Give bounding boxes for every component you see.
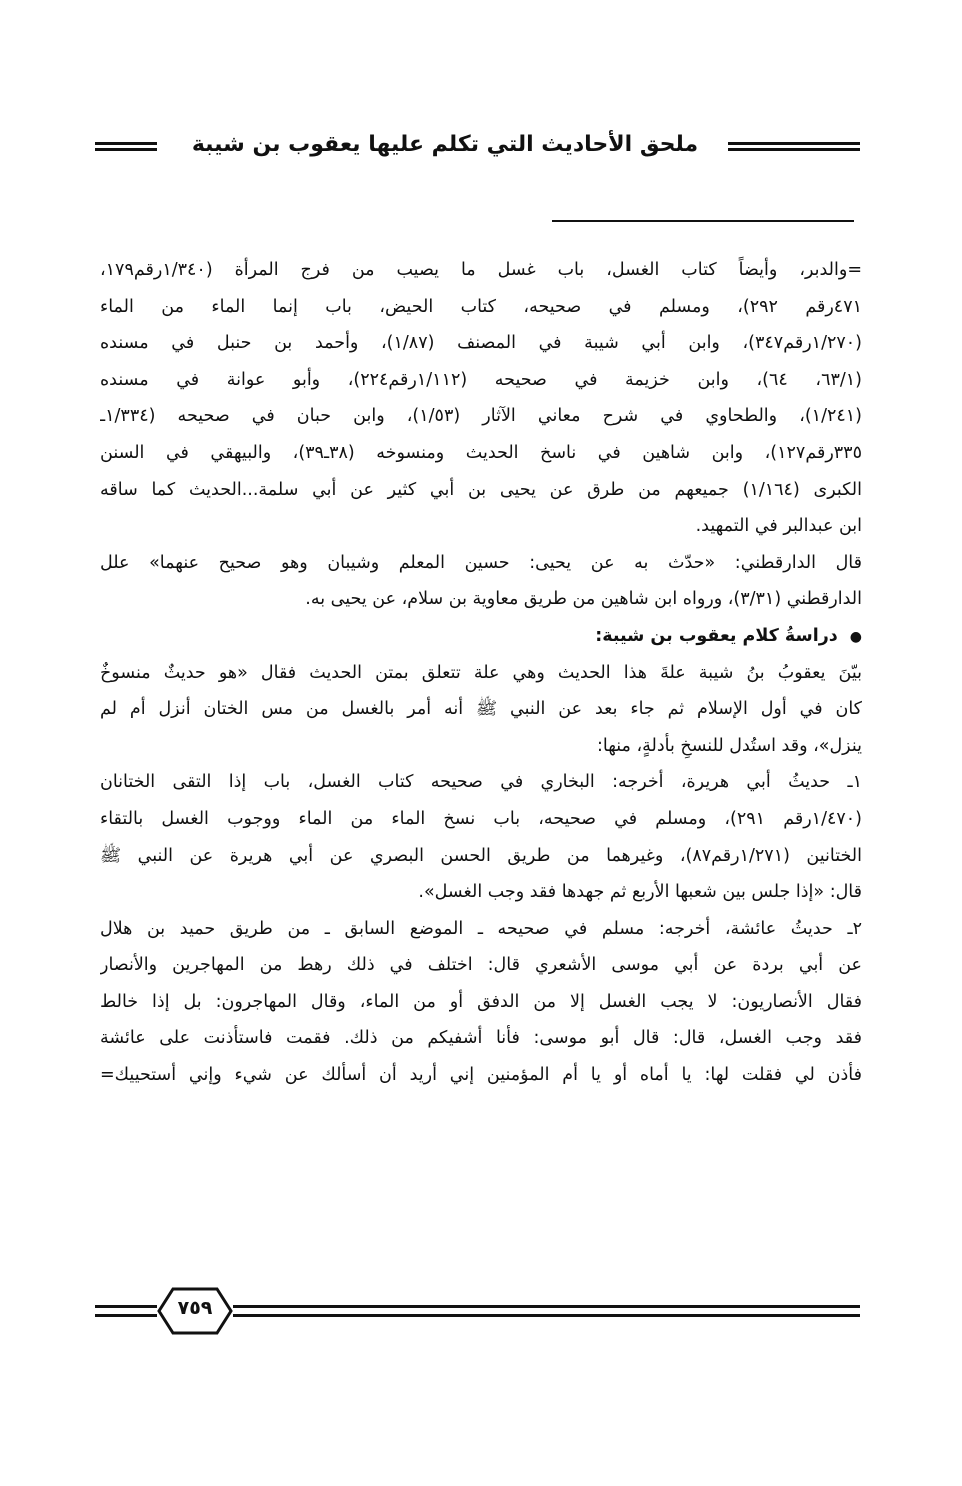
text-line: =والدبر، وأيضاً كتاب الغسل، باب غسل ما يصيب من فرج المرأة (١/٣٤٠رقم١٧٩، <box>100 260 862 280</box>
text-line: الدارقطني (٣/٣١)، ورواه ابن شاهين من طريق معاوية بن سلام، عن يحيى به. <box>305 589 862 610</box>
text-line: قال: «إذا جلس بين شعبها الأربع ثم جهدها فقد وجب الغسل». <box>418 882 862 903</box>
header-rule-left <box>95 142 157 151</box>
text-line: فقال الأنصاريون: لا يجب الغسل إلا من الدفق أو من الماء، وقال المهاجرون: بل إذا خالط <box>100 991 862 1012</box>
text-line: كان في أول الإسلام ثم جاء بعد عن النبي ﷺ أنه أمر بالغسل من مس الختان أنزل أم لم <box>100 699 862 720</box>
text-line: ينزل»، وقد استُدل للنسخِ بأدلةٍ، منها: <box>596 735 862 756</box>
page-number: ٧٥٩ <box>177 1297 213 1319</box>
page-footer <box>95 1285 860 1341</box>
text-line: (٦٣/١، ٦٤)، وابن خزيمة في صحيحه (١/١١٢رقم٢٢٤)، وأبو عوانة في مسنده <box>100 369 862 390</box>
running-header-title: ملحق الأحاديث التي تكلم عليها يعقوب بن شيبة <box>191 132 699 157</box>
text-line: ٣٣٥رقم١٢٧)، وابن شاهين في ناسخ الحديث ومنسوخه (٣٨ـ٣٩)، والبيهقي في السنن <box>100 442 862 463</box>
text-line: بيّنَ يعقوبُ بنُ شيبة علةَ هذا الحديث وهي علة تتعلق بمتن الحديث فقال «هو حديثٌ منسوخٌ <box>100 662 862 683</box>
footnote-separator <box>552 220 854 222</box>
footer-rule-right <box>233 1305 860 1317</box>
text-line: قال الدارقطني: «حدّث به عن يحيى: حسين المعلم وشيبان وهو صحيح عنهما» علل <box>100 552 862 573</box>
text-line: (١/٢٧٠رقم٣٤٧)، وابن أبي شيبة في المصنف (١/٨٧)، وأحمد بن حنبل في مسنده <box>100 333 862 354</box>
footer-rule-left <box>95 1305 157 1317</box>
text-line: (١/٤٧٠رقم ٢٩١)، ومسلم في صحيحه، باب نسخ الماء من الماء ووجوب الغسل بالتقاء <box>100 808 862 829</box>
section-heading <box>100 618 862 655</box>
text-line: عن أبي بردة عن أبي موسى الأشعري قال: اختلف في ذلك رهط من المهاجرين والأنصار <box>100 955 862 976</box>
section-heading-text: دراسةُ كلام يعقوب بن شيبة: <box>595 625 838 646</box>
text-line: ٤٧١رقم ٢٩٢)، ومسلم في صحيحه، كتاب الحيض، باب إنما الماء من الماء <box>100 296 862 317</box>
body-text <box>100 252 862 1094</box>
text-line: فأذن لي فقلت لها: يا أماه أو يا أم المؤمنين إني أريد أن أسألك عن شيء وإني أستحييك= <box>100 1065 862 1086</box>
text-line: ١ـ حديثُ أبي هريرة، أخرجه: البخاري في صحيحه كتاب الغسل، باب إذا التقى الختانان <box>100 772 862 793</box>
text-line: ٢ـ حديثُ عائشة، أخرجه: مسلم في صحيحه ـ الموضع السابق ـ من طريق حميد بن هلال <box>100 918 862 939</box>
text-line: (١/٢٤١)، والطحاوي في شرح معاني الآثار (١/٥٣)، وابن حبان في صحيحه (١/٣٣٤ـ <box>100 406 862 427</box>
text-line: فقد وجب الغسل، قال: قال أبو موسى: فأنا أشفيكم من ذلك. فقمت فاستأذنت على عائشة <box>100 1028 862 1049</box>
header-rule-right <box>728 142 860 151</box>
text-line: الختانين (١/٢٧١رقم٨٧)، وغيرهما من طريق الحسن البصري عن أبي هريرة عن النبي ﷺ <box>100 845 862 866</box>
text-line: الكبرى (١/١٦٤) جميعهم من طرق عن يحيى بن أبي كثير عن أبي سلمة...الحديث كما ساقه <box>100 479 862 500</box>
text-line: ابن عبدالبر في التمهيد. <box>695 516 862 537</box>
running-header <box>95 128 860 168</box>
bullet-icon: ● <box>849 628 862 645</box>
